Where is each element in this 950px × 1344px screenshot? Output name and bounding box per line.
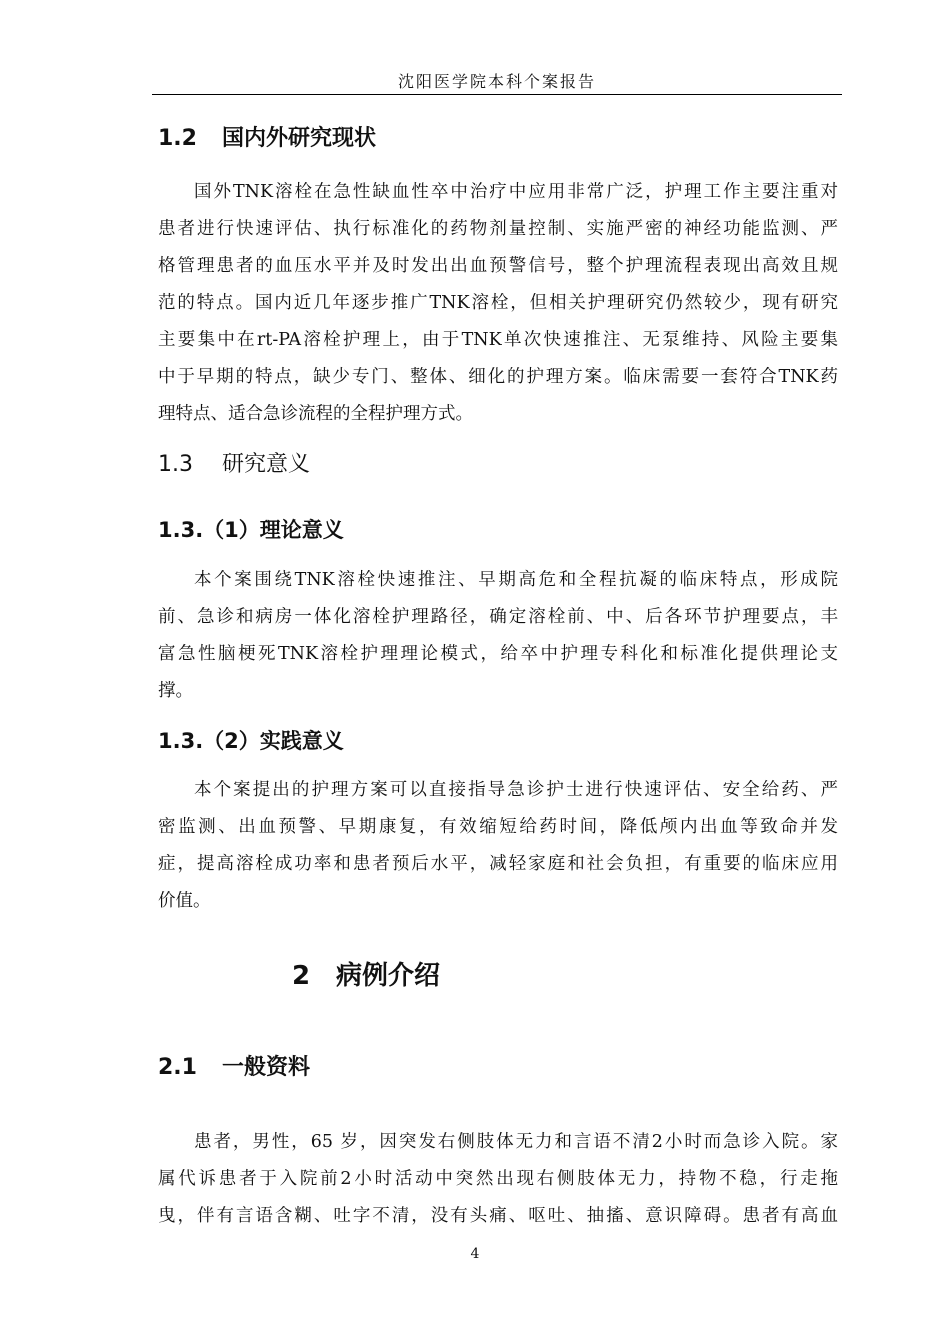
chapter-heading-2: [292, 958, 440, 994]
paragraph-line: 密监测、出血预警、早期康复，有效缩短给药时间，降低颅内出血等致命并发: [158, 817, 838, 837]
paragraph-line: 中于早期的特点，缺少专门、整体、细化的护理方案。临床需要一套符合TNK药: [158, 367, 838, 387]
paragraph-line: 格管理患者的血压水平并及时发出出血预警信号，整个护理流程表现出高效且规: [158, 256, 838, 276]
section-number: 1.3: [158, 452, 193, 477]
section-heading-2-1: [158, 1053, 310, 1083]
paragraph-line: 患者，男性，65 岁，因突发右侧肢体无力和言语不清2小时而急诊入院。家: [194, 1132, 838, 1152]
chapter-title: 病例介绍: [336, 961, 441, 991]
subsection-heading-practice: 1.3.（2）实践意义: [158, 729, 344, 753]
paragraph-line: 撑。: [158, 681, 193, 701]
running-header: 沈阳医学院本科个案报告: [397, 72, 596, 91]
paragraph-line: 范的特点。国内近几年逐步推广TNK溶栓，但相关护理研究仍然较少，现有研究: [158, 293, 838, 313]
section-title: 研究意义: [222, 452, 311, 477]
paragraph-line: 前、急诊和病房一体化溶栓护理路径，确定溶栓前、中、后各环节护理要点，丰: [158, 607, 838, 627]
paragraph-line: 主要集中在rt-PA溶栓护理上，由于TNK单次快速推注、无泵维持、风险主要集: [158, 330, 838, 350]
paragraph-1-2: [158, 174, 838, 433]
paragraph-line: 富急性脑梗死TNK溶栓护理理论模式，给卒中护理专科化和标准化提供理论支: [158, 644, 838, 664]
section-heading-1-3: [158, 450, 310, 480]
paragraph-line: 属代诉患者于入院前2小时活动中突然出现右侧肢体无力，持物不稳，行走拖: [158, 1169, 838, 1189]
paragraph-line: 曳，伴有言语含糊、吐字不清，没有头痛、呕吐、抽搐、意识障碍。患者有高血: [158, 1206, 838, 1226]
chapter-number: 2: [292, 961, 311, 991]
paragraph-general-info: [158, 1124, 838, 1235]
section-number: 2.1: [158, 1055, 197, 1080]
paragraph-line: 价值。: [158, 891, 211, 911]
section-title: 国内外研究现状: [222, 126, 377, 151]
paragraph-line: 国外TNK溶栓在急性缺血性卒中治疗中应用非常广泛，护理工作主要注重对: [194, 182, 838, 202]
paragraph-practice: [158, 772, 838, 920]
page-number: 4: [470, 1246, 480, 1262]
paragraph-line: 患者进行快速评估、执行标准化的药物剂量控制、实施严密的神经功能监测、严: [158, 219, 838, 239]
section-title: 一般资料: [222, 1055, 311, 1080]
paragraph-line: 理特点、适合急诊流程的全程护理方式。: [158, 404, 473, 424]
paragraph-line: 本个案围绕TNK溶栓快速推注、早期高危和全程抗凝的临床特点，形成院: [194, 570, 838, 590]
header-rule: [152, 94, 842, 95]
paragraph-line: 症，提高溶栓成功率和患者预后水平，减轻家庭和社会负担，有重要的临床应用: [158, 854, 838, 874]
paragraph-line: 本个案提出的护理方案可以直接指导急诊护士进行快速评估、安全给药、严: [194, 780, 838, 800]
section-heading-1-2: [158, 124, 376, 154]
section-number: 1.2: [158, 126, 197, 151]
subsection-heading-theory: 1.3.（1）理论意义: [158, 518, 344, 542]
paragraph-theory: [158, 562, 838, 710]
